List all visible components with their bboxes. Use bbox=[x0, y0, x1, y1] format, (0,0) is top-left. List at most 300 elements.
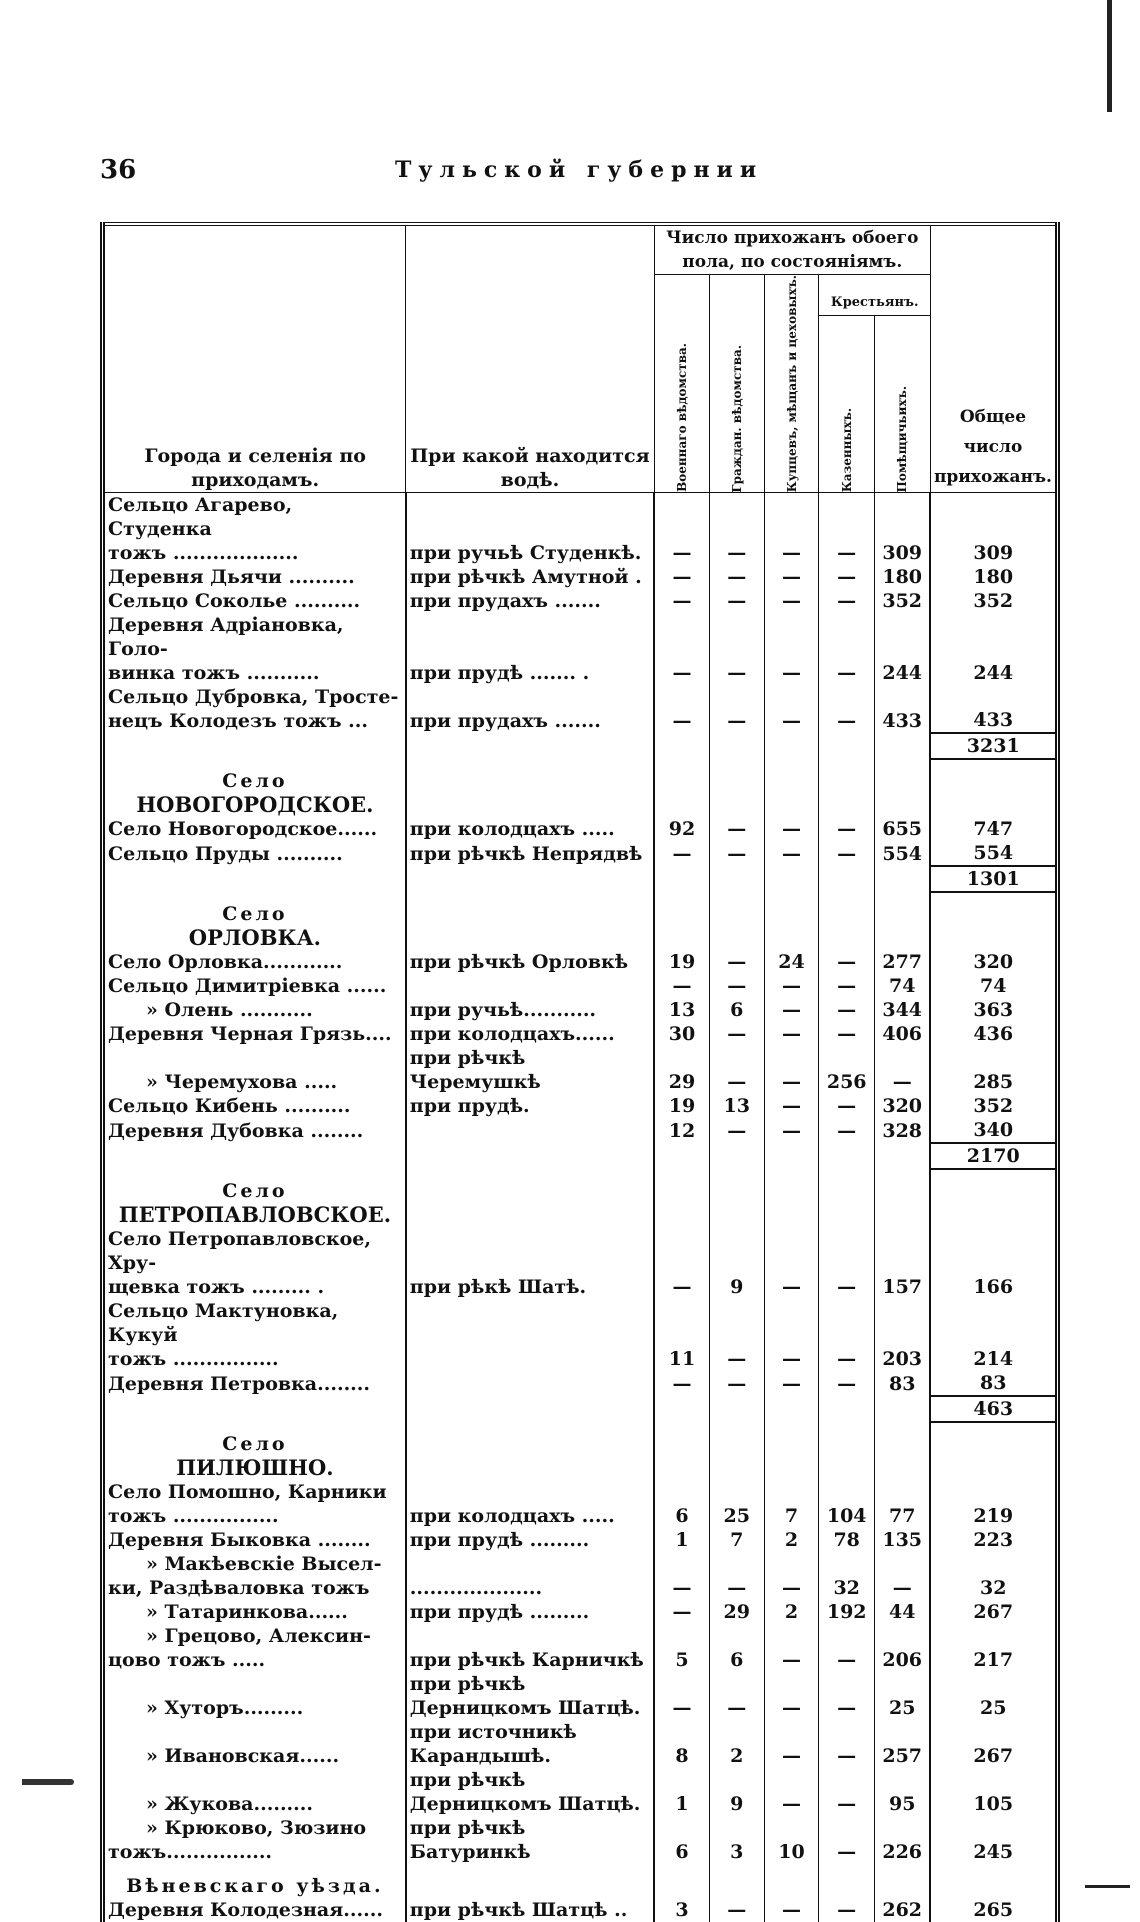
count-cell: 192 bbox=[819, 1600, 875, 1624]
total-cell: 219 bbox=[973, 1505, 1014, 1528]
settlement-cell bbox=[103, 1094, 406, 1118]
section-title-line: Вѣневскаго уѣзда. bbox=[126, 1875, 384, 1898]
table-body bbox=[103, 493, 1058, 1922]
count-cell: 11 bbox=[654, 1299, 709, 1371]
section-title bbox=[103, 1422, 406, 1480]
table-row bbox=[103, 841, 1058, 866]
table-row bbox=[103, 1816, 1058, 1864]
count-cell: — bbox=[764, 613, 819, 685]
total-cell: 340 bbox=[973, 1119, 1014, 1142]
water-source bbox=[406, 1371, 654, 1396]
water-source: при прудѣ ......... bbox=[406, 1600, 654, 1624]
count-cell: — bbox=[709, 493, 764, 566]
section-title bbox=[103, 1169, 406, 1227]
count-cell: 24 bbox=[764, 950, 819, 974]
count-cell: — bbox=[819, 1672, 875, 1720]
settlement-cell bbox=[103, 974, 406, 998]
section-title-line: Село bbox=[222, 903, 288, 926]
table-row bbox=[103, 1600, 1058, 1624]
empty-cell bbox=[406, 1143, 654, 1169]
empty-cell bbox=[103, 733, 406, 759]
table-row bbox=[103, 1624, 1058, 1672]
settlement-cell bbox=[103, 1480, 406, 1528]
water-source: при прудѣ ......... bbox=[406, 1528, 654, 1552]
settlement-cell bbox=[103, 1898, 406, 1922]
empty-cell bbox=[406, 1422, 654, 1480]
empty-cell bbox=[874, 1396, 930, 1422]
water-source: при рѣкѣ Шатѣ. bbox=[406, 1227, 654, 1299]
empty-cell bbox=[764, 892, 819, 950]
count-cell: — bbox=[654, 685, 709, 733]
count-cell: — bbox=[819, 565, 875, 589]
count-cell: 13 bbox=[709, 1094, 764, 1118]
total-cell: 267 bbox=[973, 1601, 1014, 1624]
count-cell: 77 bbox=[874, 1480, 930, 1528]
page-edge-mark bbox=[1107, 0, 1112, 112]
count-cell: 2 bbox=[764, 1528, 819, 1552]
empty-cell bbox=[406, 1169, 654, 1227]
count-cell: 2 bbox=[764, 1600, 819, 1624]
count-cell: — bbox=[709, 1552, 764, 1600]
header-state: Казенныхъ. bbox=[839, 408, 854, 493]
water-source bbox=[406, 1118, 654, 1143]
settlement-cell bbox=[103, 1371, 406, 1396]
section-title-line: ПИЛЮШНО. bbox=[176, 1455, 334, 1481]
empty-cell bbox=[930, 1864, 1057, 1898]
settlement-cell bbox=[103, 1046, 406, 1094]
count-cell: 29 bbox=[654, 1046, 709, 1094]
subtotal-row bbox=[103, 1143, 1058, 1169]
count-cell: 655 bbox=[874, 817, 930, 841]
empty-cell bbox=[103, 1143, 406, 1169]
parish-table bbox=[100, 222, 1060, 1922]
count-cell: 135 bbox=[874, 1528, 930, 1552]
count-cell: — bbox=[709, 589, 764, 613]
section-title bbox=[103, 892, 406, 950]
empty-cell bbox=[819, 1396, 875, 1422]
count-cell: — bbox=[654, 974, 709, 998]
settlement-name-line: нецъ Колодезъ тожъ ... bbox=[108, 710, 368, 733]
settlement-cell bbox=[103, 1672, 406, 1720]
water-source bbox=[406, 974, 654, 998]
water-source: при рѣчкѣ Черемушкѣ bbox=[406, 1046, 654, 1094]
count-cell: 30 bbox=[654, 1022, 709, 1046]
settlement-name-line: тожъ ................ bbox=[108, 1348, 279, 1371]
settlement-name-line: цово тожъ ..... bbox=[108, 1649, 266, 1672]
table-row bbox=[103, 1672, 1058, 1720]
settlement-cell bbox=[103, 950, 406, 974]
table-row bbox=[103, 1768, 1058, 1816]
settlement-name-line: Сельцо Соколье .......... bbox=[108, 590, 361, 613]
count-cell: — bbox=[874, 1046, 930, 1094]
count-cell: — bbox=[764, 1118, 819, 1143]
count-cell: 157 bbox=[874, 1227, 930, 1299]
count-cell: 19 bbox=[654, 950, 709, 974]
empty-cell bbox=[930, 1422, 1057, 1480]
table-row bbox=[103, 589, 1058, 613]
count-cell: 244 bbox=[874, 613, 930, 685]
count-cell: — bbox=[764, 1768, 819, 1816]
count-cell: — bbox=[764, 565, 819, 589]
count-cell: 203 bbox=[874, 1299, 930, 1371]
count-cell: 7 bbox=[764, 1480, 819, 1528]
count-cell: — bbox=[819, 1118, 875, 1143]
empty-cell bbox=[874, 759, 930, 817]
count-cell: 226 bbox=[874, 1816, 930, 1864]
count-cell: — bbox=[709, 1118, 764, 1143]
empty-cell bbox=[764, 1422, 819, 1480]
header-water: При какой находится водѣ. bbox=[406, 224, 654, 493]
count-cell: — bbox=[764, 1022, 819, 1046]
settlement-cell bbox=[103, 1552, 406, 1600]
settlement-cell bbox=[103, 1720, 406, 1768]
count-cell: 29 bbox=[709, 1600, 764, 1624]
empty-cell bbox=[709, 866, 764, 892]
settlement-name-line: » Макѣевскіе Высел- bbox=[146, 1553, 382, 1576]
header-landlord: Помѣщичьихъ. bbox=[895, 385, 910, 493]
section-title-row bbox=[103, 1422, 1058, 1480]
total-cell: 166 bbox=[973, 1276, 1014, 1299]
empty-cell bbox=[709, 1864, 764, 1898]
count-cell: 25 bbox=[709, 1480, 764, 1528]
count-cell: — bbox=[654, 1227, 709, 1299]
total-cell: 363 bbox=[973, 999, 1014, 1022]
total-cell: 352 bbox=[973, 1095, 1014, 1118]
section-title-row bbox=[103, 892, 1058, 950]
total-cell: 352 bbox=[973, 590, 1014, 613]
empty-cell bbox=[930, 892, 1057, 950]
count-cell: — bbox=[654, 1672, 709, 1720]
count-cell: 256 bbox=[819, 1046, 875, 1094]
count-cell: — bbox=[654, 589, 709, 613]
settlement-name-line: винка тожъ ........... bbox=[108, 662, 320, 685]
settlement-cell bbox=[103, 1118, 406, 1143]
water-source: при рѣчкѣ Амутной . bbox=[406, 565, 654, 589]
settlement-cell bbox=[103, 613, 406, 685]
empty-cell bbox=[764, 1864, 819, 1898]
table-row bbox=[103, 1227, 1058, 1299]
count-cell: — bbox=[709, 1672, 764, 1720]
water-source: при рѣчкѣ Шатцѣ .. bbox=[406, 1898, 654, 1922]
settlement-cell bbox=[103, 1227, 406, 1299]
water-source: при ручьѣ........... bbox=[406, 998, 654, 1022]
settlement-name-line: Сельцо Дубровка, Тросте- bbox=[108, 686, 399, 709]
total-cell: 309 bbox=[973, 542, 1014, 565]
water-source: при источникѣ Карандышѣ. bbox=[406, 1720, 654, 1768]
count-cell: 277 bbox=[874, 950, 930, 974]
count-cell: — bbox=[709, 565, 764, 589]
empty-cell bbox=[654, 892, 709, 950]
total-cell: 245 bbox=[973, 1841, 1014, 1864]
count-cell: 328 bbox=[874, 1118, 930, 1143]
header-total: Общее число прихожанъ. bbox=[930, 224, 1057, 493]
count-cell: 12 bbox=[654, 1118, 709, 1143]
header-military: Военнаго вѣдомства. bbox=[674, 343, 689, 493]
count-cell: 5 bbox=[654, 1624, 709, 1672]
table-row bbox=[103, 817, 1058, 841]
settlement-cell bbox=[103, 493, 406, 566]
empty-cell bbox=[764, 1396, 819, 1422]
empty-cell bbox=[406, 892, 654, 950]
empty-cell bbox=[654, 866, 709, 892]
section-title bbox=[103, 759, 406, 817]
running-head: Тульской губернии bbox=[395, 157, 764, 183]
table-row bbox=[103, 685, 1058, 733]
count-cell: — bbox=[764, 1898, 819, 1922]
total-cell: 320 bbox=[973, 951, 1014, 974]
empty-cell bbox=[819, 759, 875, 817]
count-cell: — bbox=[819, 493, 875, 566]
page-number: 36 bbox=[100, 155, 137, 185]
count-cell: 19 bbox=[654, 1094, 709, 1118]
count-cell: 78 bbox=[819, 1528, 875, 1552]
count-cell: 6 bbox=[709, 998, 764, 1022]
subtotal-row bbox=[103, 733, 1058, 759]
empty-cell bbox=[874, 892, 930, 950]
subtotal: 1301 bbox=[930, 866, 1057, 892]
count-cell: 6 bbox=[709, 1624, 764, 1672]
count-cell: — bbox=[819, 1624, 875, 1672]
table-row bbox=[103, 998, 1058, 1022]
count-cell: — bbox=[654, 493, 709, 566]
settlement-name-line: тожъ ................ bbox=[108, 1505, 279, 1528]
settlement-name-line: Сельцо Агарево, Студенка bbox=[108, 494, 293, 541]
settlement-name-line: Деревня Колодезная...... bbox=[108, 1899, 383, 1922]
count-cell: — bbox=[764, 841, 819, 866]
settlement-name-line: » Ивановская...... bbox=[146, 1745, 340, 1768]
empty-cell bbox=[406, 733, 654, 759]
count-cell: 9 bbox=[709, 1768, 764, 1816]
empty-cell bbox=[654, 1169, 709, 1227]
count-cell: — bbox=[709, 1898, 764, 1922]
count-cell: — bbox=[709, 817, 764, 841]
empty-cell bbox=[819, 1143, 875, 1169]
water-source: при колодцахъ ..... bbox=[406, 817, 654, 841]
count-cell: 32 bbox=[819, 1552, 875, 1600]
total-cell: 217 bbox=[973, 1649, 1014, 1672]
section-title-row bbox=[103, 1169, 1058, 1227]
empty-cell bbox=[654, 1864, 709, 1898]
settlement-cell bbox=[103, 565, 406, 589]
empty-cell bbox=[930, 759, 1057, 817]
count-cell: — bbox=[654, 1600, 709, 1624]
settlement-cell bbox=[103, 1600, 406, 1624]
settlement-cell bbox=[103, 998, 406, 1022]
count-cell: 262 bbox=[874, 1898, 930, 1922]
ink-smudge bbox=[22, 1779, 74, 1785]
count-cell: — bbox=[654, 1371, 709, 1396]
count-cell: — bbox=[709, 974, 764, 998]
water-source: при колодцахъ ..... bbox=[406, 1480, 654, 1528]
count-cell: — bbox=[819, 998, 875, 1022]
table-row bbox=[103, 1022, 1058, 1046]
empty-cell bbox=[406, 866, 654, 892]
subtotal: 3231 bbox=[930, 733, 1057, 759]
total-cell: 32 bbox=[980, 1577, 1007, 1600]
settlement-cell bbox=[103, 817, 406, 841]
count-cell: — bbox=[709, 1046, 764, 1094]
settlement-name-line: Село Петропавловское, Хру- bbox=[108, 1228, 372, 1275]
settlement-name-line: Сельцо Пруды .......... bbox=[108, 843, 343, 866]
settlement-name-line: » Черемухова ..... bbox=[146, 1071, 338, 1094]
total-cell: 244 bbox=[973, 662, 1014, 685]
section-title-line: НОВОГОРОДСКОЕ. bbox=[136, 792, 374, 818]
settlement-cell bbox=[103, 841, 406, 866]
settlement-cell bbox=[103, 685, 406, 733]
table-row bbox=[103, 493, 1058, 566]
empty-cell bbox=[874, 1422, 930, 1480]
count-cell: — bbox=[819, 1720, 875, 1768]
count-cell: — bbox=[819, 1898, 875, 1922]
empty-cell bbox=[654, 1396, 709, 1422]
settlement-name-line: » Жукова......... bbox=[146, 1793, 314, 1816]
empty-cell bbox=[654, 759, 709, 817]
empty-cell bbox=[874, 733, 930, 759]
count-cell: — bbox=[709, 1299, 764, 1371]
section-title-line: ОРЛОВКА. bbox=[188, 925, 321, 951]
corner-mark bbox=[1085, 1885, 1130, 1888]
table-row bbox=[103, 1528, 1058, 1552]
settlement-name-line: Сельцо Димитріевка ...... bbox=[108, 975, 387, 998]
count-cell: — bbox=[819, 817, 875, 841]
settlement-name-line: тожъ ................... bbox=[108, 542, 299, 565]
count-cell: 433 bbox=[874, 685, 930, 733]
count-cell: — bbox=[819, 1227, 875, 1299]
empty-cell bbox=[764, 733, 819, 759]
count-cell: 9 bbox=[709, 1227, 764, 1299]
water-source: при прудѣ ....... . bbox=[406, 613, 654, 685]
count-cell: — bbox=[764, 1299, 819, 1371]
settlement-cell bbox=[103, 1528, 406, 1552]
count-cell: 1 bbox=[654, 1528, 709, 1552]
section-title-row bbox=[103, 1864, 1058, 1898]
count-cell: — bbox=[819, 1371, 875, 1396]
count-cell: 6 bbox=[654, 1480, 709, 1528]
settlement-cell bbox=[103, 1624, 406, 1672]
subtotal-row bbox=[103, 1396, 1058, 1422]
total-cell: 180 bbox=[973, 566, 1014, 589]
count-cell: 406 bbox=[874, 1022, 930, 1046]
empty-cell bbox=[819, 1422, 875, 1480]
empty-cell bbox=[819, 1169, 875, 1227]
settlement-name-line: Сельцо Кибень .......... bbox=[108, 1095, 351, 1118]
empty-cell bbox=[764, 1143, 819, 1169]
count-cell: 83 bbox=[874, 1371, 930, 1396]
total-cell: 285 bbox=[973, 1071, 1014, 1094]
settlement-name-line: Село Помошно, Карники bbox=[108, 1481, 387, 1504]
empty-cell bbox=[103, 866, 406, 892]
count-cell: — bbox=[819, 685, 875, 733]
settlement-name-line: тожъ................ bbox=[108, 1841, 273, 1864]
count-cell: 320 bbox=[874, 1094, 930, 1118]
count-cell: — bbox=[764, 685, 819, 733]
count-cell: — bbox=[764, 1371, 819, 1396]
count-cell: 344 bbox=[874, 998, 930, 1022]
count-cell: — bbox=[819, 1768, 875, 1816]
count-cell: — bbox=[764, 1720, 819, 1768]
count-cell: — bbox=[764, 817, 819, 841]
count-cell: — bbox=[764, 1624, 819, 1672]
settlement-cell bbox=[103, 589, 406, 613]
table-row bbox=[103, 1046, 1058, 1094]
empty-cell bbox=[709, 1396, 764, 1422]
count-cell: — bbox=[654, 613, 709, 685]
empty-cell bbox=[874, 1169, 930, 1227]
table-row bbox=[103, 1898, 1058, 1922]
settlement-name-line: Деревня Быковка ........ bbox=[108, 1529, 371, 1552]
count-cell: — bbox=[764, 1227, 819, 1299]
water-source: при рѣчкѣ Карничкѣ bbox=[406, 1624, 654, 1672]
header-group: Число прихожанъ обоего пола, по состояніямъ. bbox=[654, 224, 930, 275]
section-title-row bbox=[103, 759, 1058, 817]
empty-cell bbox=[406, 1864, 654, 1898]
table-row bbox=[103, 1299, 1058, 1371]
total-cell: 223 bbox=[973, 1529, 1014, 1552]
water-source: при рѣчкѣ Дерницкомъ Шатцѣ. bbox=[406, 1672, 654, 1720]
count-cell: 1 bbox=[654, 1768, 709, 1816]
table-row bbox=[103, 974, 1058, 998]
count-cell: 3 bbox=[709, 1816, 764, 1864]
empty-cell bbox=[874, 1143, 930, 1169]
water-source: при рѣчкѣ Непрядвѣ bbox=[406, 841, 654, 866]
settlement-name-line: Сельцо Мактуновка, Кукуй bbox=[108, 1300, 339, 1347]
section-title-line: Село bbox=[222, 1433, 288, 1456]
count-cell: — bbox=[709, 685, 764, 733]
count-cell: — bbox=[819, 1094, 875, 1118]
settlement-name-line: Деревня Адріановка, Голо- bbox=[108, 614, 344, 661]
total-cell: 747 bbox=[973, 818, 1014, 841]
water-source: при прудѣ. bbox=[406, 1094, 654, 1118]
count-cell: 309 bbox=[874, 493, 930, 566]
total-cell: 265 bbox=[973, 1899, 1014, 1922]
empty-cell bbox=[654, 733, 709, 759]
table-row bbox=[103, 1118, 1058, 1143]
settlement-name-line: » Грецово, Алексин- bbox=[146, 1625, 371, 1648]
count-cell: 104 bbox=[819, 1480, 875, 1528]
total-cell: 436 bbox=[973, 1023, 1014, 1046]
table-row bbox=[103, 1371, 1058, 1396]
count-cell: 25 bbox=[874, 1672, 930, 1720]
empty-cell bbox=[819, 892, 875, 950]
settlement-name-line: Деревня Дубовка ........ bbox=[108, 1120, 364, 1143]
subtotal: 463 bbox=[930, 1396, 1057, 1422]
settlement-cell bbox=[103, 1768, 406, 1816]
empty-cell bbox=[930, 1169, 1057, 1227]
count-cell: 74 bbox=[874, 974, 930, 998]
empty-cell bbox=[103, 1396, 406, 1422]
count-cell: 92 bbox=[654, 817, 709, 841]
count-cell: — bbox=[764, 1552, 819, 1600]
table-row bbox=[103, 1480, 1058, 1528]
count-cell: 95 bbox=[874, 1768, 930, 1816]
count-cell: — bbox=[819, 1022, 875, 1046]
empty-cell bbox=[709, 733, 764, 759]
total-cell: 83 bbox=[980, 1372, 1007, 1395]
table-row bbox=[103, 1552, 1058, 1600]
table-row bbox=[103, 950, 1058, 974]
total-cell: 74 bbox=[980, 975, 1007, 998]
settlement-name-line: Деревня Дьячи .......... bbox=[108, 566, 355, 589]
header-peasants: Крестьянъ. bbox=[819, 275, 931, 316]
count-cell: — bbox=[764, 493, 819, 566]
count-cell: — bbox=[709, 1022, 764, 1046]
water-source: при рѣчкѣ Батуринкѣ bbox=[406, 1816, 654, 1864]
water-source bbox=[406, 1299, 654, 1371]
total-cell: 105 bbox=[973, 1793, 1014, 1816]
section-title-line: Село bbox=[222, 1180, 288, 1203]
settlement-name-line: » Олень ........... bbox=[146, 999, 313, 1022]
count-cell: — bbox=[709, 613, 764, 685]
